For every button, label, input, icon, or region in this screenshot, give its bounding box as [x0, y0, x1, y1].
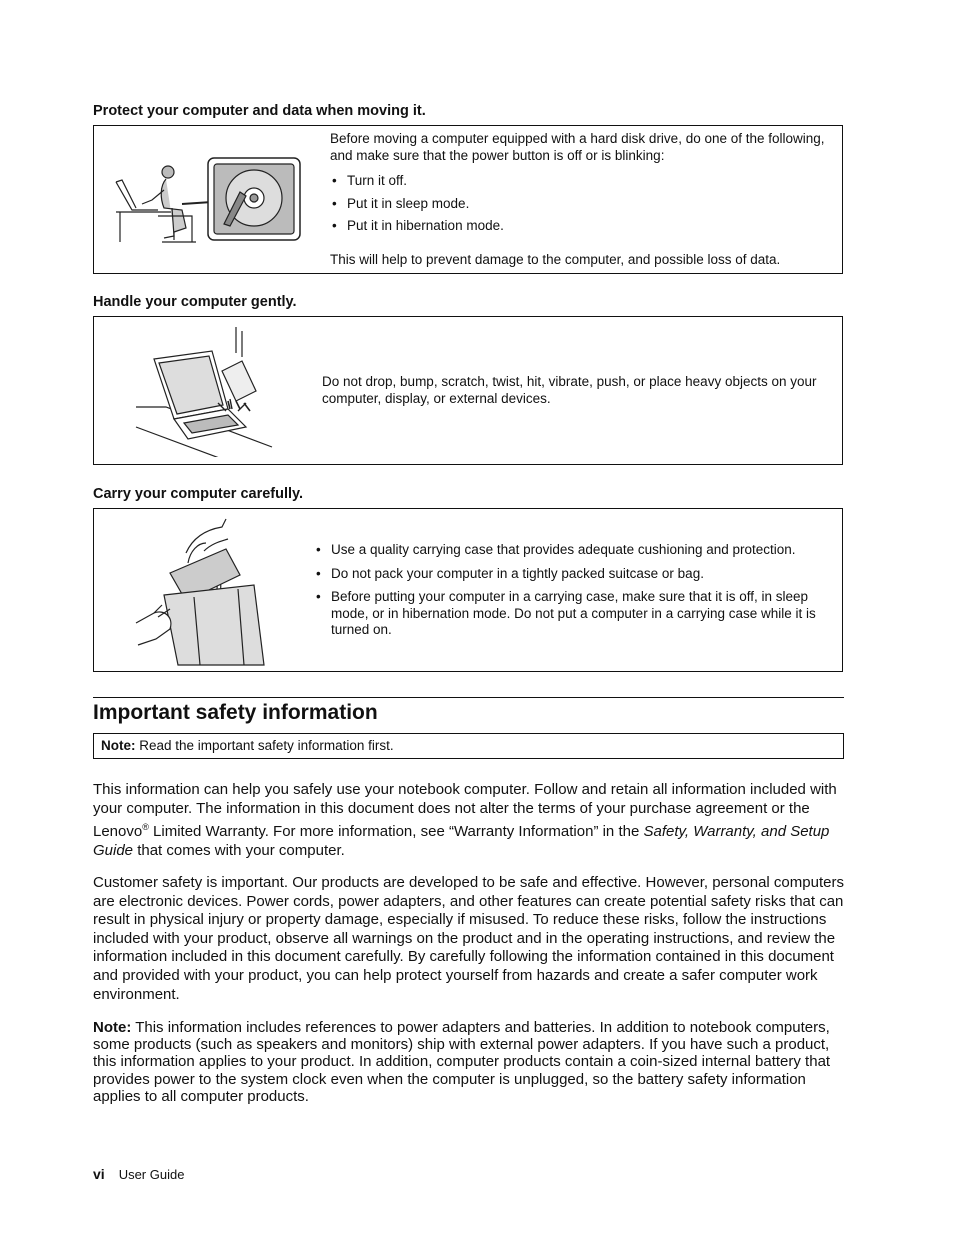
list-item: • Before putting your computer in a carrying case, make sure that it is off, in sleep mode, or in hibernation mode. Do not put a computer in a carrying case while it is turned on. — [314, 589, 836, 639]
list-item: • Put it in sleep mode. — [330, 196, 830, 213]
note-label: Note: — [101, 738, 136, 753]
section-heading-carry: Carry your computer carefully. — [93, 486, 304, 502]
laptop-impact-icon — [132, 323, 276, 457]
guide-title: Safety, Warranty, and Setup Guide — [93, 823, 830, 859]
registered-mark: ® — [142, 822, 149, 833]
footer-doc-title: User Guide — [118, 1167, 185, 1182]
protect-bullet-list — [330, 173, 830, 235]
safety-paragraph-1 — [93, 781, 845, 860]
carry-box — [93, 508, 843, 672]
section-heading-protect: Protect your computer and data when moving it. — [93, 103, 426, 119]
para1-part-b: Limited Warranty. For more information, see “Warranty Information” in the — [148, 823, 644, 841]
para3-text: This information includes references to power adapters and batteries. In addition to notebook computers, some products (such as speakers and monitors) ship with external power adapters. If you have such a product, this information applies to your product. In addition, computer products contain a coin-sized internal battery that provides power to the system clock even when the computer is unplugged, so the battery safety information applies to all computer products. — [93, 1019, 831, 1105]
list-item: • Do not pack your computer in a tightly packed suitcase or bag. — [314, 566, 836, 583]
list-item: • Turn it off. — [330, 173, 830, 190]
section-heading-handle: Handle your computer gently. — [93, 294, 297, 310]
safety-paragraph-2: Customer safety is important. Our products are developed to be safe and effective. However, personal computers are electronic devices. Power cords, power adapters, and other features can create potential safety risks that can result in physical injury or property damage, especially if misused. To reduce these risks, follow the instructions included with your product, observe all warnings on the product and in the operating instructions, and review the information included in this document carefully. By carefully following the information contained in this document and provided with your product, you can help protect yourself from hazards and create a safer computer work environment. — [93, 874, 844, 1003]
para3-note-label: Note: — [93, 1019, 132, 1036]
person-laptop-hard-disk-icon — [112, 152, 308, 248]
page-footer — [93, 1166, 184, 1182]
page-number: vi — [93, 1166, 105, 1182]
handle-text: Do not drop, bump, scratch, twist, hit, vibrate, push, or place heavy objects on your computer, display, or external devices. — [322, 374, 817, 406]
para1-part-c: that comes with your computer. — [133, 841, 345, 859]
protect-intro: Before moving a computer equipped with a hard disk drive, do one of the following, and make sure that the power button is off or is blinking: — [330, 131, 825, 163]
laptop-carrying-case-icon — [134, 513, 274, 669]
note-text: Read the important safety information first. — [139, 738, 394, 753]
carry-text — [314, 542, 836, 639]
handle-box — [93, 316, 843, 465]
list-item: • Use a quality carrying case that provides adequate cushioning and protection. — [314, 542, 836, 559]
protect-closing: This will help to prevent damage to the computer, and possible loss of data. — [330, 251, 781, 267]
section-divider — [93, 697, 844, 698]
protect-text — [330, 131, 830, 268]
safety-paragraph-3 — [93, 1019, 845, 1105]
list-item: • Put it in hibernation mode. — [330, 218, 830, 235]
page-title: Important safety information — [93, 701, 378, 724]
carry-bullet-list — [314, 542, 836, 639]
protect-box — [93, 125, 843, 274]
para1-part-a: This information can help you safely use your notebook computer. Follow and retain all information included with your computer. The information in this document does not alter the terms of your purchase agreement or the Lenovo — [93, 781, 837, 841]
note-box — [93, 733, 844, 759]
